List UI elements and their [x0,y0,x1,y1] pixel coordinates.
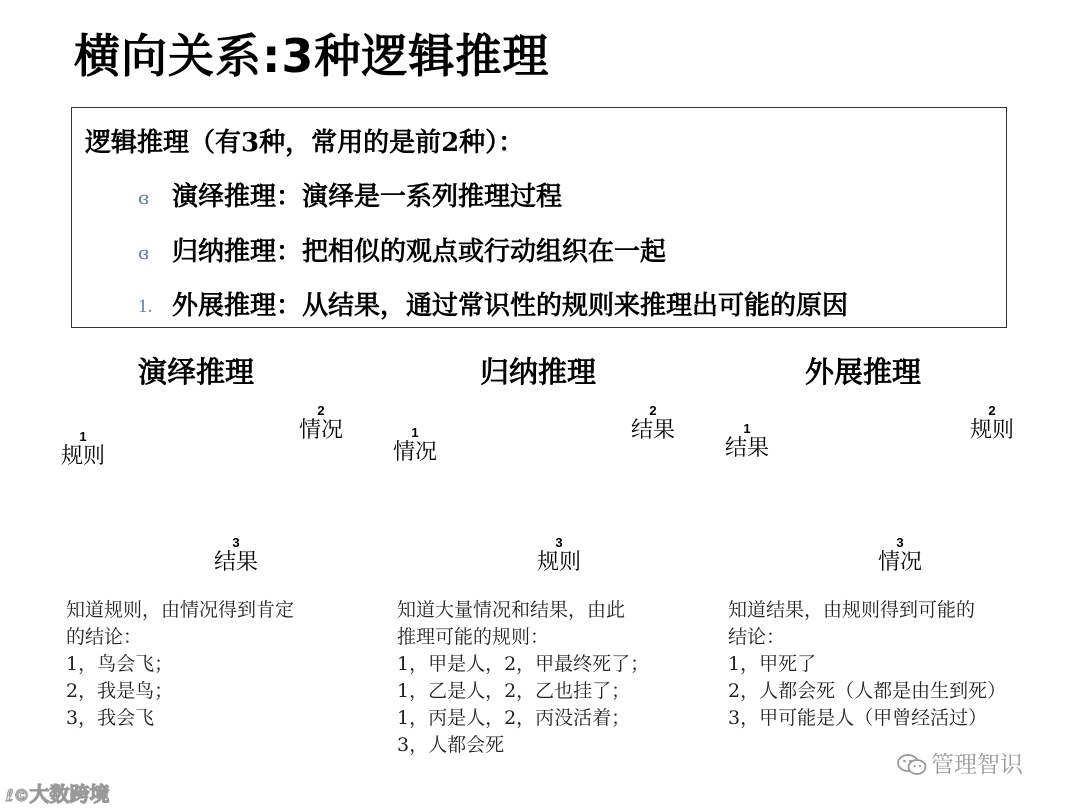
desc-line: 1，鸟会飞； [66,653,174,675]
node-label: 情况 [878,550,923,575]
node-number: 3 [232,535,240,550]
list-number: 1. [138,296,153,317]
node-number: 3 [896,535,904,550]
desc-line: 2，人都会死（人都是由生到死） [728,680,1007,702]
watermark-logo: ℓ© [6,786,30,805]
summary-item-abduction [138,285,848,322]
desc-line: 2，我是鸟； [66,680,174,702]
node-label: 结果 [631,418,676,443]
desc-line: 1，甲是人，2，甲最终死了； [397,653,650,675]
logic-summary-box [71,107,1007,328]
summary-item-deduction [138,176,562,213]
node-label: 规则 [970,418,1015,443]
node-number: 2 [649,403,657,418]
column-heading-deduction: 演绎推理 [138,355,255,389]
desc-line: 知道结果，由规则得到可能的 [728,599,976,621]
node-3 [537,536,581,576]
wechat-icon [897,754,927,776]
node-label: 情况 [393,440,438,465]
summary-item-induction [138,231,666,268]
summary-item-text: 归纳推理：把相似的观点或行动组织在一起 [172,237,667,267]
description-abduction [728,597,1073,732]
column-heading-abduction: 外展推理 [805,355,922,389]
node-label: 结果 [214,550,259,575]
node-number: 3 [555,535,563,550]
desc-line: 结论： [728,626,786,648]
summary-item-text: 演绎推理：演绎是一系列推理过程 [172,182,563,212]
node-1 [725,422,769,462]
node-label: 情况 [299,418,344,443]
watermark-text: 大数跨境 [29,782,110,806]
description-deduction [66,597,366,732]
node-2 [631,404,675,444]
node-2 [299,404,343,444]
node-label: 规则 [537,550,582,575]
desc-line: 知道规则，由情况得到肯定 [66,599,295,621]
description-induction [397,597,717,759]
desc-line: 推理可能的规则： [397,626,550,648]
node-2 [970,404,1014,444]
node-3 [878,536,922,576]
page-title: 横向关系:3种逻辑推理 [74,29,550,83]
column-heading-induction: 归纳推理 [480,355,597,389]
bullet-icon: ɞ [138,242,150,264]
bullet-icon: ɞ [138,187,150,209]
watermark-right [897,746,1023,779]
summary-intro: 逻辑推理（有3种，常用的是前2种）： [85,128,525,158]
node-number: 2 [317,403,325,418]
node-number: 1 [411,425,419,440]
node-label: 结果 [725,436,770,461]
watermark-left [6,778,110,807]
node-number: 2 [988,403,996,418]
node-3 [214,536,258,576]
node-number: 1 [743,421,751,436]
desc-line: 知道大量情况和结果，由此 [397,599,626,621]
desc-line: 1，丙是人，2，丙没活着； [397,707,631,729]
desc-line: 的结论： [66,626,143,648]
node-1 [61,430,105,470]
watermark-text: 管理智识 [931,752,1023,778]
summary-item-text: 外展推理：从结果，通过常识性的规则来推理出可能的原因 [172,291,849,321]
node-number: 1 [79,429,87,444]
node-1 [393,426,437,466]
desc-line: 3，甲可能是人（甲曾经活过） [728,707,988,729]
desc-line: 3，人都会死 [397,734,505,756]
desc-line: 3，我会飞 [66,707,155,729]
node-label: 规则 [61,444,106,469]
desc-line: 1，乙是人，2，乙也挂了； [397,680,631,702]
desc-line: 1，甲死了 [728,653,817,675]
